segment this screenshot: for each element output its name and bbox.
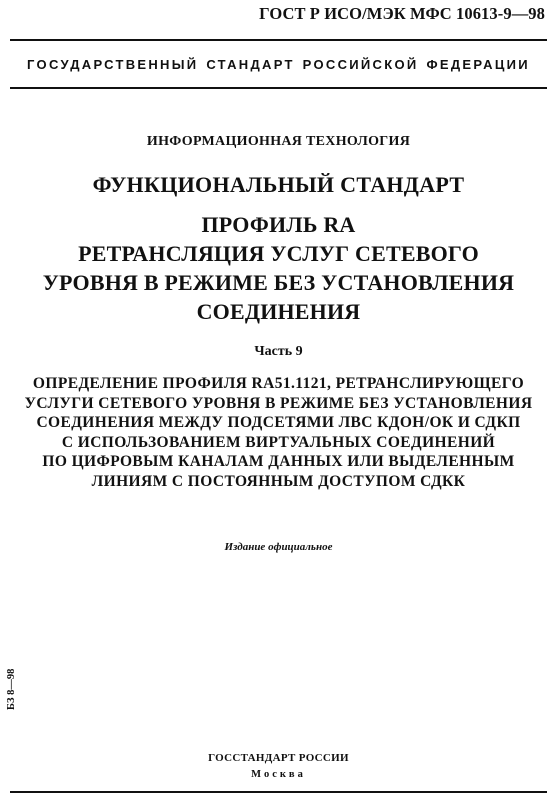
document-code: ГОСТ Р ИСО/МЭК МФС 10613-9—98 [259, 4, 545, 23]
gov-standard-title: ГОСУДАРСТВЕННЫЙ СТАНДАРТ РОССИЙСКОЙ ФЕДЕРАЦИИ [27, 57, 530, 72]
main-title: ФУНКЦИОНАЛЬНЫЙ СТАНДАРТ [92, 172, 465, 197]
top-divider [10, 39, 547, 41]
part-description-line: ПО ЦИФРОВЫМ КАНАЛАМ ДАННЫХ ИЛИ ВЫДЕЛЕННЫМ [42, 453, 515, 470]
profile-title-line: РЕТРАНСЛЯЦИЯ УСЛУГ СЕТЕВОГО [78, 241, 479, 266]
part-description-line: СОЕДИНЕНИЯ МЕЖДУ ПОДСЕТЯМИ ЛВС КДОН/ОК И СДКП [36, 414, 521, 431]
profile-title-line: СОЕДИНЕНИЯ [196, 299, 361, 324]
publication-city: Москва [251, 769, 306, 780]
part-number: Часть 9 [254, 344, 303, 359]
bottom-divider [10, 791, 547, 793]
profile-title-line: УРОВНЯ В РЕЖИМЕ БЕЗ УСТАНОВЛЕНИЯ [42, 270, 515, 295]
edition-note: Издание официальное [224, 541, 333, 553]
profile-title-line: ПРОФИЛЬ RA [201, 212, 356, 237]
side-catalog-code: БЗ 8—98 [6, 668, 17, 710]
topic-heading: ИНФОРМАЦИОННАЯ ТЕХНОЛОГИЯ [146, 134, 411, 149]
publisher: ГОССТАНДАРТ РОССИИ [208, 752, 349, 764]
part-description [0, 374, 557, 491]
part-description-line: С ИСПОЛЬЗОВАНИЕМ ВИРТУАЛЬНЫХ СОЕДИНЕНИЙ [61, 433, 496, 451]
part-description-line: ЛИНИЯМ С ПОСТОЯННЫМ ДОСТУПОМ СДКК [91, 472, 466, 490]
header-divider [10, 87, 547, 89]
profile-title [0, 210, 557, 326]
part-description-line: ОПРЕДЕЛЕНИЕ ПРОФИЛЯ RA51.1121, РЕТРАНСЛИРУЮЩЕГО [32, 375, 525, 392]
part-description-line: УСЛУГИ СЕТЕВОГО УРОВНЯ В РЕЖИМЕ БЕЗ УСТАНОВЛЕНИЯ [24, 394, 533, 412]
